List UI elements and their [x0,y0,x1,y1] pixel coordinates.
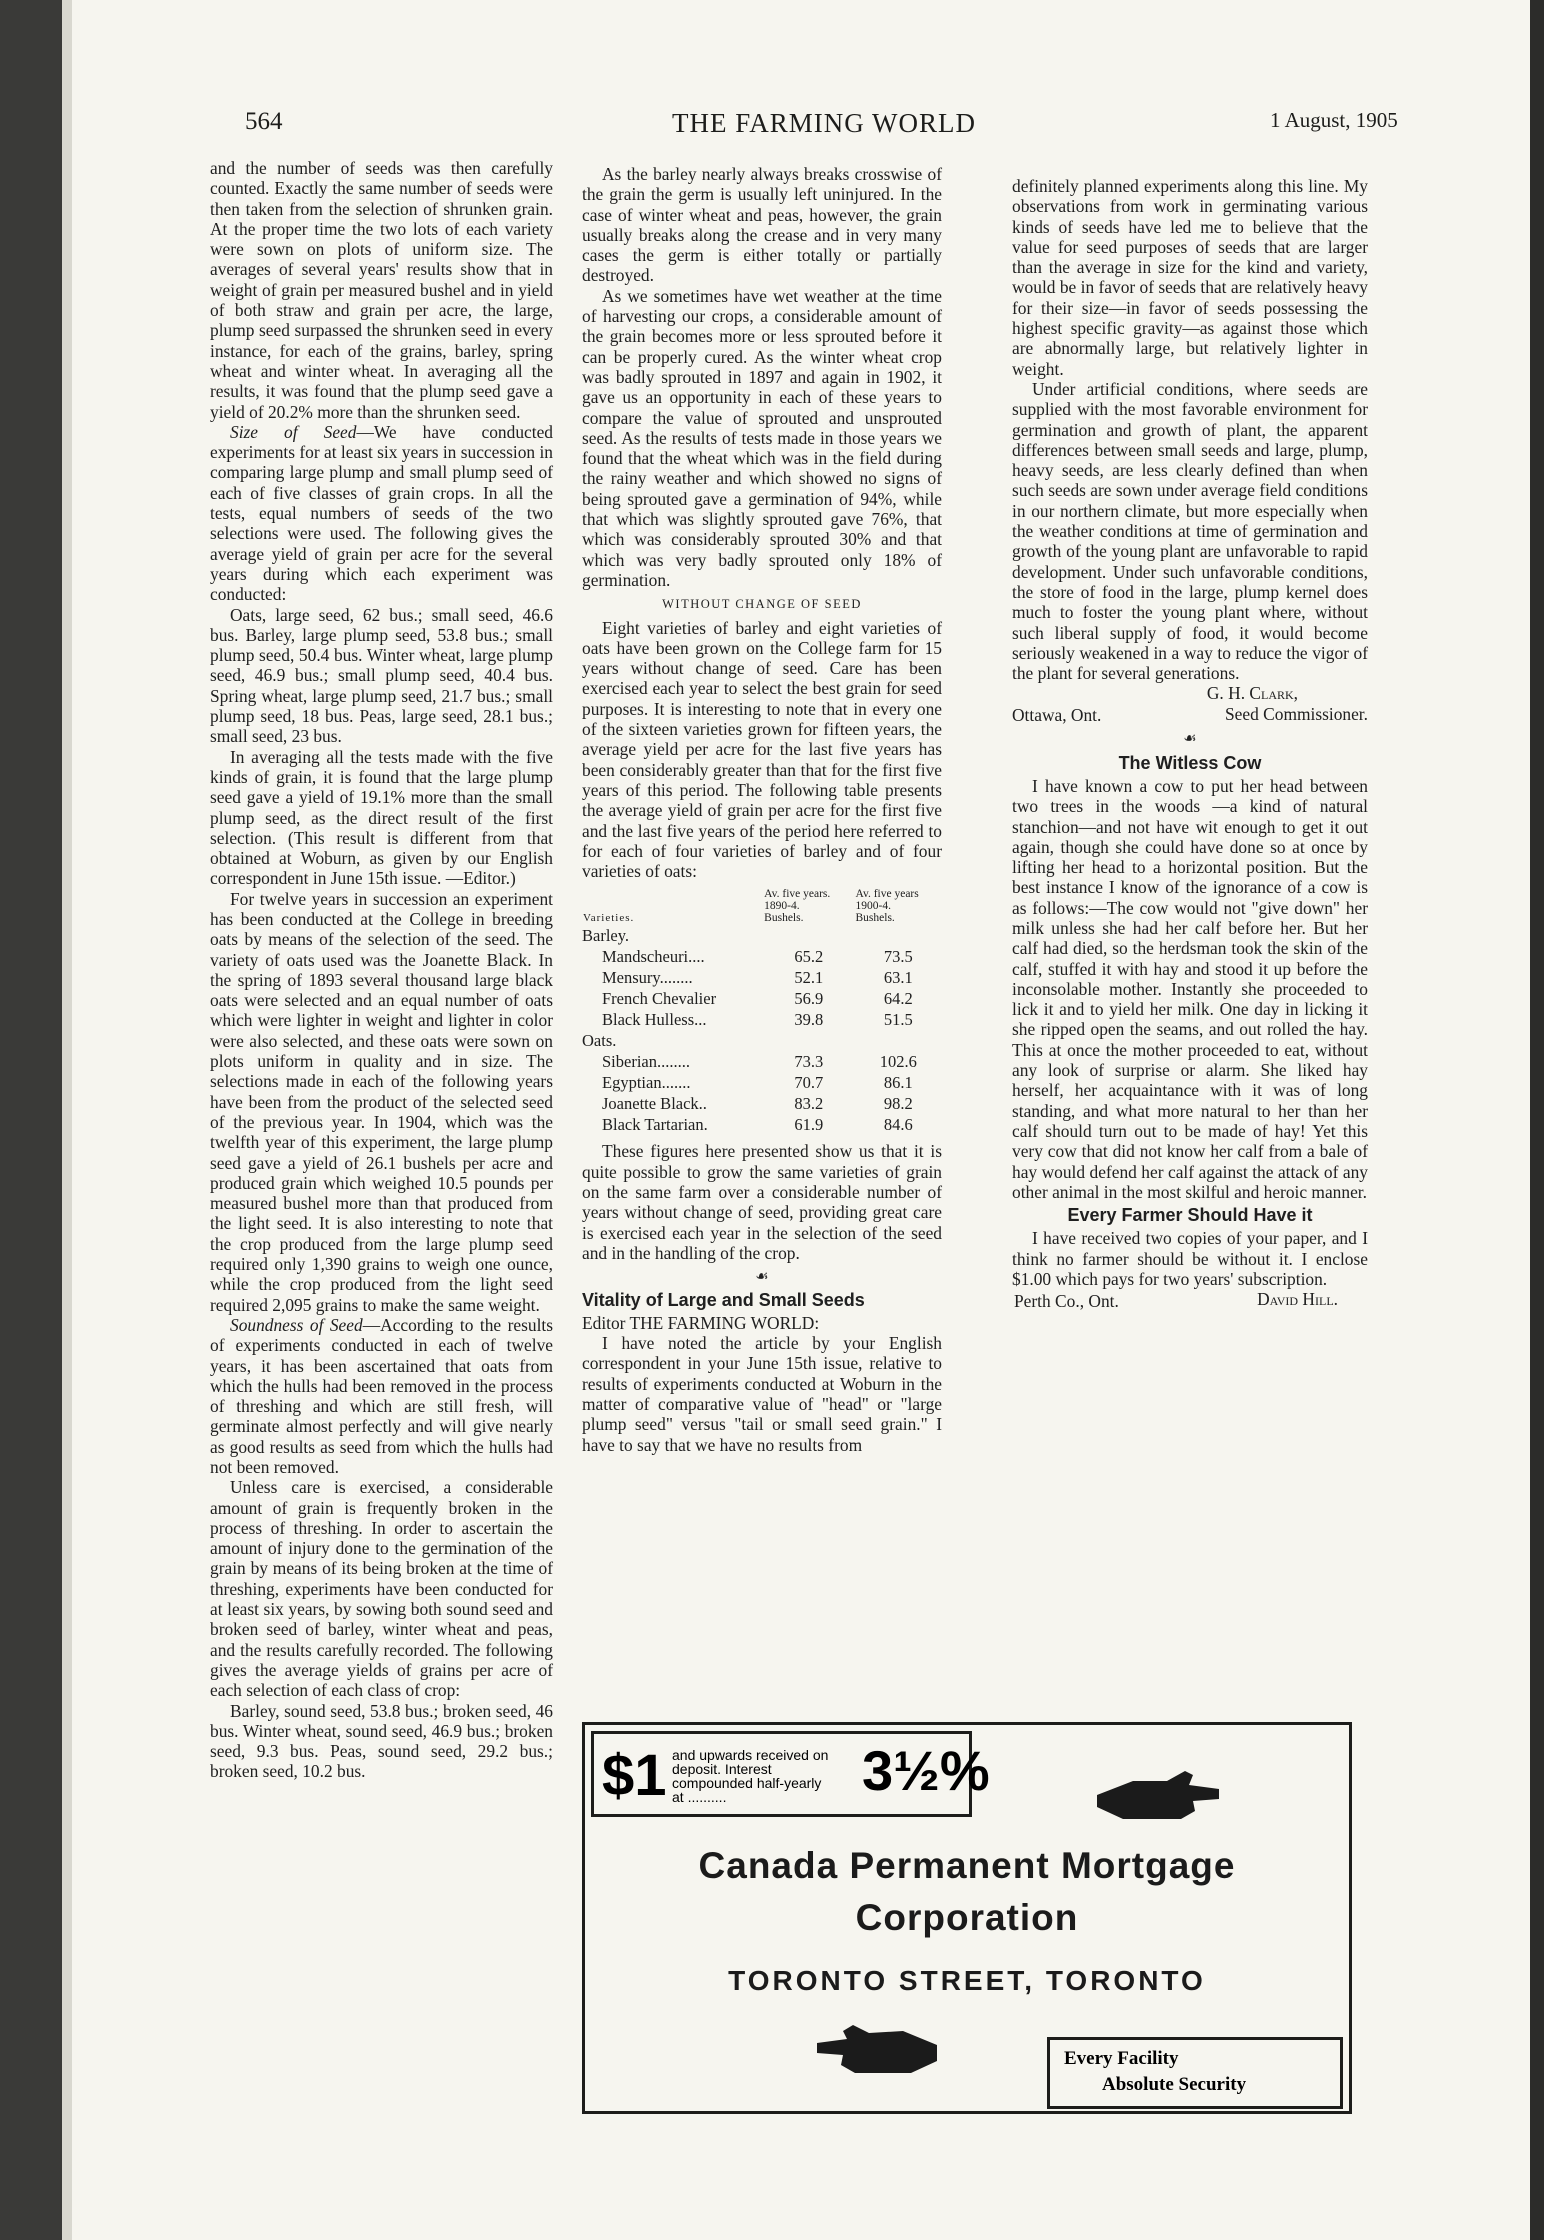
table-row: Egyptian....... 70.7 86.1 [602,1073,913,1093]
paragraph: I have known a cow to put her head between two trees in the woods —a kind of natural stanchion—and not have wit enough to get it out again, though she could have done so at once by lifting her head to a horizontal position. But the best instance I know of the ignorance of a cow is as follows:—The cow would not "give down" her milk unless she had her calf before her. But her calf had died, so the herdsman took the skin of the calf, stuffed it with hay and stood it up before the inconsolable mother. Instantly she proceeded to lick it and to yield her milk. One day in licking it she ripped open the seams, and out rolled the hay. This at once the mother proceeded to eat, without any look of surprise or alarm. She liked hay herself, her acquaintance with it was of long standing, and what more natural to her than her calf should turn out to be made of hay! Yet this very cow that did not know her calf from a bale of hay would defend her calf against the attack of any other animal in the most skilful and heroic manner. [1012,775,1368,1202]
paragraph: definitely planned experiments along this line. My observations from work in germinating various kinds of seeds have led me to believe that the value for seed purposes of seeds that are larger than the average in size for the kind and variety, would be in favor of seeds that are relatively heavy for their size—in favor of seeds possessing the highest specific gravity—as against those which are abnormally large, but relatively lighter in weight. [1012,176,1368,379]
column-2 [582,164,942,1455]
paragraph: Eight varieties of barley and eight varieties of oats have been grown on the College farm for 15 years without change of seed. Care has been exercised each year to select the best grain for seed purposes. It is interesting to note that in every one of the sixteen varieties grown for fifteen years, the average yield per acre for the last five years has been considerably greater than that for the first five years of this period. The following table presents the average yield of grain per acre for the first five and the last five years of the period here referred to for each of four varieties of barley and of four varieties of oats: [582,617,942,882]
article-heading: Vitality of Large and Small Seeds [582,1290,865,1311]
table-row: Black Tartarian. 61.9 84.6 [602,1115,913,1135]
interest-rate: 3½% [862,1739,990,1802]
paragraph: For twelve years in succession an experiment has been conducted at the College in breeding oats by means of the selection of the seed. The variety of oats used was the Joanette Black. In the spring of 1893 several thousand large black oats were selected and an equal number of oats which were lighter in weight and lighter in color were also selected, and these oats were sown on plots uniform in quality and in size. The selections made in each of the following years have been from the product of the selected seed of the previous year. In 1904, which was the twelfth year of this experiment, the large plump seed gave a yield of 26.1 bushels per acre and produced grain which weighed 10.5 pounds per measured bushel more than that produced from the light seed. It is also interesting to note that the crop produced from the large plump seed required only 1,390 grains to weigh one ounce, while the crop produced from the light seed required 2,095 grains to make the same weight. [210,888,553,1315]
paragraph: Size of Seed—We have conducted experiments for at least six years in succession in comparing large plump and small plump seed of each of five classes of grain crops. In all the tests, equal numbers of seeds of the two selections were used. The following gives the average yield of grain per acre for the several years during which each experiment was conducted: [210,421,553,605]
paragraph: These figures here presented show us that it is quite possible to grow the same varieties of grain on the same farm over a considerable number of years without change of seed, providing great care is exercised each year in the selection of the seed and in the handling of the crop. [582,1141,942,1263]
paragraph: In averaging all the tests made with the five kinds of grain, it is found that the large plump seed gave a yield of 19.1% more than the small plump seed, as the direct result of the first selection. (This result is different from that obtained at Woburn, as given by our English correspondent in June 15th issue. —Editor.) [210,746,553,889]
salutation: Editor THE FARMING WORLD: [582,1312,820,1333]
paragraph: Oats, large seed, 62 bus.; small seed, 46.6 bus. Barley, large plump seed, 53.8 bus.; small plump seed, 50.4 bus. Winter wheat, large plump seed, 46.9 bus.; small plump seed, 40.4 bus. Spring wheat, large plump seed, 21.7 bus.; small plump seed, 18 bus. Peas, large seed, 28.1 bus.; small seed, 23 bus. [210,604,553,747]
page-number: 564 [245,108,283,135]
paragraph: As the barley nearly always breaks crosswise of the grain the germ is usually left uninjured. In the case of winter wheat and peas, however, the grain usually breaks along the crease and in very many cases the germ is either totally or partially destroyed. [582,164,942,286]
deposit-box [591,1731,990,1817]
article-heading: Every Farmer Should Have it [1067,1205,1313,1226]
paragraph: Soundness of Seed—According to the results of experiments conducted in each of twelve years, it has been ascertained that oats from which the hulls had been removed in the process of threshing and which are still fresh, will germinate almost perfectly and will give nearly as good results as seed from which the hulls had not been removed. [210,1314,553,1477]
ornament-icon: ☙ [1183,731,1197,748]
signature: G. H. Clark, [1206,683,1298,704]
dateline: Ottawa, Ont. [1012,705,1102,726]
facility-line: Every Facility [1064,2048,1179,2069]
security-line: Absolute Security [1102,2074,1247,2095]
table-row: Joanette Black.. 83.2 98.2 [602,1094,913,1114]
paragraph: I have noted the article by your English correspondent in your June 15th issue, relative to results of experiments conducted at Woburn in the matter of comparative value of "head" or "large plump seed" versus "tail or small seed grain." I have to say that we have no results from [582,1333,942,1455]
company-address: TORONTO STREET, TORONTO [728,1965,1206,1996]
paragraph: Under artificial conditions, where seeds are supplied with the most favorable environment for germination and growth of plant, the apparent differences between small seeds and large, plump, heavy seeds, are less clearly defined than when such seeds are sown under average field conditions in our northern climate, but more especially when the weather conditions at time of germination and growth of the young plant are unfavorable to rapid development. Under such unfavorable conditions, the store of food in the large, plump kernel does much to foster the young plant where, without such liberal supply of food, it would become seriously weakened in a way to reduce the vigor of the plant for several generations. [1012,378,1368,684]
paragraph-lead: Soundness of Seed [230,1314,363,1335]
paragraph: As we sometimes have wet weather at the time of harvesting our crops, a considerable amount of the grain becomes more or less sprouted before it can be properly cured. As the winter wheat crop was badly sprouted in 1897 and again in 1902, it gave us an opportunity in each of these years to compare the value of sprouted and unsprouted seed. As the results of tests made in those years we found that the wheat which was in the field during the rainy weather and which showed no signs of being sprouted gave a germination of 94%, while that which was slightly sprouted gave 76%, that which was considerably sprouted 30% and that which was very badly sprouted only 18% of germination. [582,285,942,590]
table-row: Siberian........ 73.3 102.6 [602,1052,917,1072]
column-3 [1012,176,1368,1311]
article-heading: The Witless Cow [1118,752,1262,773]
paragraph: Unless care is exercised, a considerable amount of grain is frequently broken in the process of threshing. In order to ascertain the amount of injury done to the germination of the grain by means of its being broken at the time of threshing, experiments have been conducted for at least six years, by sowing both sound seed and broken seed of barley, winter wheat and peas, and the results carefully recorded. The following gives the average yields of grains per acre of each selection of each class of crop: [210,1477,553,1701]
table-header: Av. five years 1900-4. Bushels. [855,888,919,925]
deposit-amount: $1 [602,1743,667,1808]
ornament-icon: ☙ [755,1269,769,1286]
issue-date: 1 August, 1905 [1270,108,1398,132]
table-group: Barley. [582,926,630,946]
table-row: Black Hulless... 39.8 51.5 [602,1010,913,1030]
facility-box [1047,2037,1343,2109]
pointing-hand-icon [1093,1767,1223,1823]
pointing-hand-icon [813,2021,941,2077]
paragraph-lead: Size of Seed [230,421,357,442]
paragraph: I have received two copies of your paper, and I think no farmer should be without it. I enclose $1.00 which pays for two years' subscription. [1012,1228,1368,1290]
deposit-text: and upwards received on deposit. Interest compounded half-yearly at .......... [672,1747,829,1805]
table-header: Varieties. [583,912,635,925]
varieties-table [582,887,942,1135]
paragraph: and the number of seeds was then carefully counted. Exactly the same number of seeds were then taken from the selection of shrunken grain. At the proper time the two lots of each variety were sown on plots of uniform size. The averages of several years' results show that in weight of grain per measured bushel and in yield of both straw and grain per acre, the large, plump seed surpassed the shrunken seed in every instance, for each of the grains, barley, spring wheat and winter wheat. In averaging all the results, it was found that the plump seed gave a yield of 20.2% more than the shrunken seed. [210,158,553,422]
table-group: Oats. [582,1031,617,1051]
column-1 [210,158,553,1782]
table-row: French Chevalier 56.9 64.2 [602,989,913,1009]
company-name-line2: Corporation [855,1897,1079,1938]
table-row: Mensury........ 52.1 63.1 [602,968,913,988]
page-edge [1530,0,1544,2240]
masthead: THE FARMING WORLD [672,108,976,138]
table-row: Mandscheuri.... 65.2 73.5 [602,947,913,967]
paragraph: Barley, sound seed, 53.8 bus.; broken seed, 46 bus. Winter wheat, sound seed, 46.9 bus.; broken seed, 9.3 bus. Peas, sound seed, 29.2 bus.; broken seed, 10.2 bus. [210,1700,553,1782]
company-name: Canada Permanent Mortgage [698,1845,1236,1886]
advertisement [582,1722,1352,2114]
signature-title: Seed Commissioner. [1225,703,1368,724]
signature: David Hill. [1257,1289,1338,1310]
subheading: WITHOUT CHANGE OF SEED [662,597,862,612]
dateline: Perth Co., Ont. [1014,1290,1119,1311]
table-header: Av. five years. 1890-4. Bushels. [764,888,831,925]
